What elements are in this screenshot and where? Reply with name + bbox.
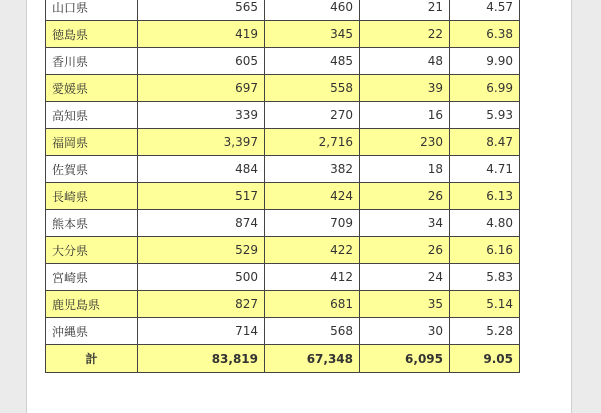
prefecture-cell: 愛媛県 — [46, 75, 138, 102]
value-3-cell: 230 — [360, 129, 450, 156]
value-4-cell: 6.38 — [450, 21, 520, 48]
value-3-cell: 30 — [360, 318, 450, 345]
table-container — [45, 0, 520, 373]
value-2-cell: 558 — [265, 75, 360, 102]
value-4-cell: 4.80 — [450, 210, 520, 237]
value-1-cell: 874 — [138, 210, 265, 237]
total-value-3: 6,095 — [360, 345, 450, 373]
value-1-cell: 517 — [138, 183, 265, 210]
prefecture-cell: 沖縄県 — [46, 318, 138, 345]
total-value-2: 67,348 — [265, 345, 360, 373]
value-4-cell: 5.14 — [450, 291, 520, 318]
value-3-cell: 16 — [360, 102, 450, 129]
value-2-cell: 412 — [265, 264, 360, 291]
prefecture-cell: 徳島県 — [46, 21, 138, 48]
table-row — [46, 48, 520, 75]
value-4-cell: 5.83 — [450, 264, 520, 291]
value-2-cell: 382 — [265, 156, 360, 183]
value-2-cell: 568 — [265, 318, 360, 345]
value-1-cell: 714 — [138, 318, 265, 345]
value-3-cell: 35 — [360, 291, 450, 318]
table-row — [46, 183, 520, 210]
value-3-cell: 26 — [360, 183, 450, 210]
value-4-cell: 6.99 — [450, 75, 520, 102]
table-row — [46, 156, 520, 183]
value-3-cell: 26 — [360, 237, 450, 264]
total-label: 計 — [46, 345, 138, 373]
value-1-cell: 419 — [138, 21, 265, 48]
value-3-cell: 39 — [360, 75, 450, 102]
value-4-cell: 4.57 — [450, 0, 520, 21]
value-1-cell: 529 — [138, 237, 265, 264]
table-row — [46, 21, 520, 48]
value-3-cell: 18 — [360, 156, 450, 183]
value-4-cell: 8.47 — [450, 129, 520, 156]
value-4-cell: 6.13 — [450, 183, 520, 210]
value-1-cell: 3,397 — [138, 129, 265, 156]
value-4-cell: 5.28 — [450, 318, 520, 345]
table-row — [46, 237, 520, 264]
table-row — [46, 0, 520, 21]
page-content — [26, 0, 572, 413]
value-2-cell: 460 — [265, 0, 360, 21]
value-2-cell: 270 — [265, 102, 360, 129]
value-1-cell: 605 — [138, 48, 265, 75]
value-2-cell: 422 — [265, 237, 360, 264]
value-4-cell: 5.93 — [450, 102, 520, 129]
value-1-cell: 565 — [138, 0, 265, 21]
value-3-cell: 21 — [360, 0, 450, 21]
prefecture-cell: 佐賀県 — [46, 156, 138, 183]
prefecture-table — [45, 0, 520, 373]
total-value-4: 9.05 — [450, 345, 520, 373]
value-4-cell: 4.71 — [450, 156, 520, 183]
table-row — [46, 264, 520, 291]
value-2-cell: 485 — [265, 48, 360, 75]
prefecture-cell: 大分県 — [46, 237, 138, 264]
value-3-cell: 22 — [360, 21, 450, 48]
prefecture-cell: 熊本県 — [46, 210, 138, 237]
table-row — [46, 210, 520, 237]
value-1-cell: 697 — [138, 75, 265, 102]
value-2-cell: 681 — [265, 291, 360, 318]
prefecture-cell: 宮崎県 — [46, 264, 138, 291]
value-1-cell: 484 — [138, 156, 265, 183]
value-1-cell: 500 — [138, 264, 265, 291]
prefecture-cell: 高知県 — [46, 102, 138, 129]
prefecture-cell: 福岡県 — [46, 129, 138, 156]
prefecture-cell: 香川県 — [46, 48, 138, 75]
table-body — [46, 0, 520, 373]
table-row — [46, 102, 520, 129]
value-3-cell: 24 — [360, 264, 450, 291]
value-2-cell: 2,716 — [265, 129, 360, 156]
value-1-cell: 339 — [138, 102, 265, 129]
total-row — [46, 345, 520, 373]
table-row — [46, 129, 520, 156]
total-value-1: 83,819 — [138, 345, 265, 373]
value-1-cell: 827 — [138, 291, 265, 318]
prefecture-cell: 長崎県 — [46, 183, 138, 210]
value-2-cell: 709 — [265, 210, 360, 237]
prefecture-cell: 鹿児島県 — [46, 291, 138, 318]
table-row — [46, 318, 520, 345]
value-4-cell: 6.16 — [450, 237, 520, 264]
prefecture-cell: 山口県 — [46, 0, 138, 21]
value-2-cell: 345 — [265, 21, 360, 48]
value-3-cell: 34 — [360, 210, 450, 237]
value-3-cell: 48 — [360, 48, 450, 75]
table-row — [46, 75, 520, 102]
value-4-cell: 9.90 — [450, 48, 520, 75]
value-2-cell: 424 — [265, 183, 360, 210]
table-row — [46, 291, 520, 318]
